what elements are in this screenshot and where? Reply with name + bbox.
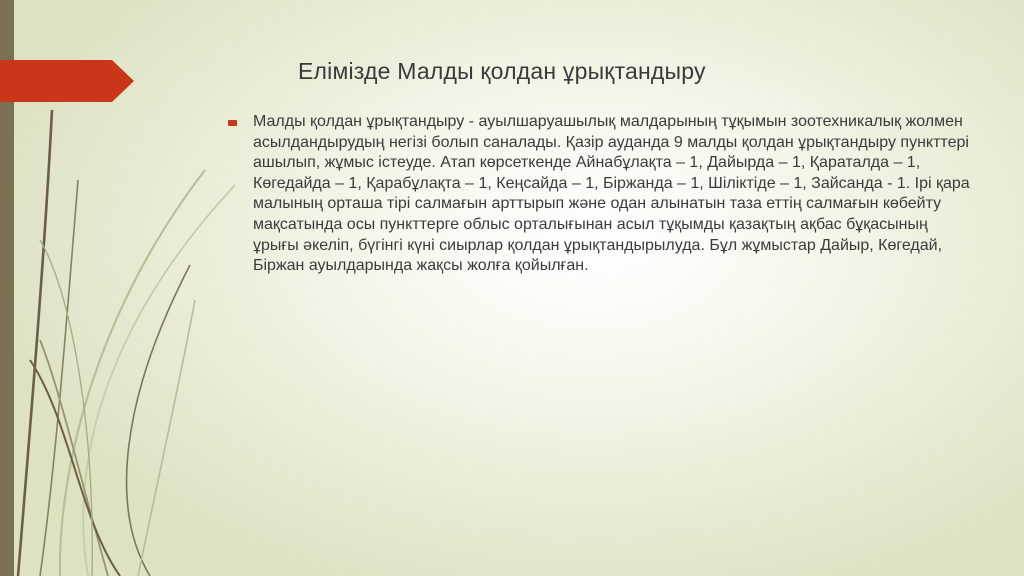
title-accent-tab bbox=[0, 60, 136, 104]
slide-title: Елімізде Малды қолдан ұрықтандыру bbox=[298, 58, 706, 84]
bullet-text: Малды қолдан ұрықтандыру - ауылшаруашылық малдарының тұқымын зоотехникалық жолмен асылдандырудың негізі болып саналады. Қазір ауданда 9 малды қолдан ұрықтандыру пункттері ашылып, жұмыс істеуде. Атап көрсеткенде Айнабұлақта – 1, Дайырда – 1, Қараталда – 1, Көгедайда – 1, Қарабұлақта – 1, Кеңсайда – 1, Біржанда – 1, Шіліктіде – 1, Зайсанда - 1. Ірі қара малының орташа тірі салмағын арттырып және одан алынатын таза еттің салмағын көбейту мақсатында осы пункттерге облыс орталығынан асыл тұқымды қазақтың ақбас бұқасының ұрығы әкеліп, бүгінгі күні сиырлар қолдан ұрықтандырылуда. Бұл жұмыстар Дайыр, Көгедай, Біржан ауылдарында жақсы жолға қойылған. bbox=[253, 113, 970, 275]
bullet-marker bbox=[228, 120, 237, 126]
